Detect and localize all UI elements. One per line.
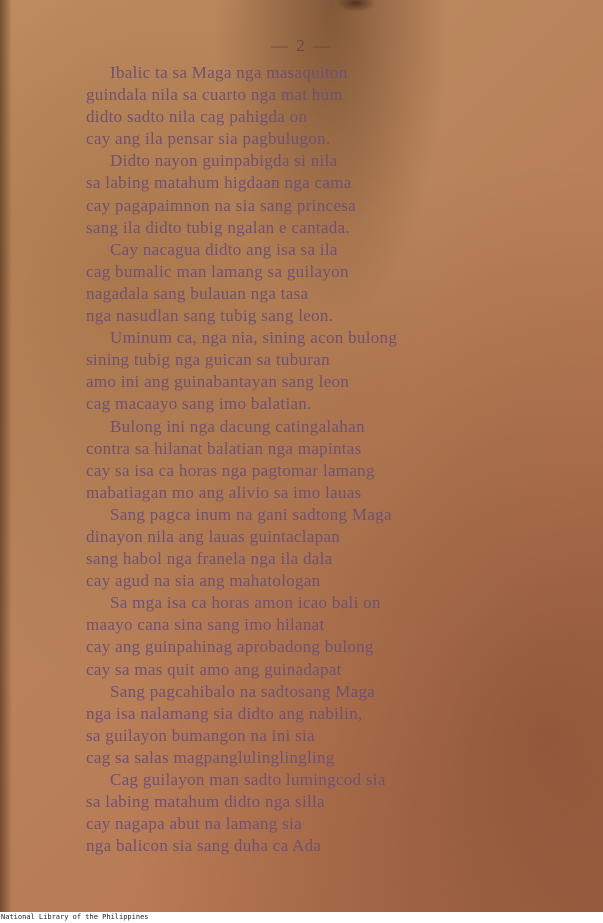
text-line: cay sa isa ca horas nga pagtomar lamang	[86, 460, 375, 480]
text-line: Cay nacagua didto ang isa sa ila	[110, 239, 338, 259]
text-line: sining tubig nga guican sa tuburan	[86, 350, 330, 370]
text-line: Sang pagcahibalo na sadtosang Maga	[110, 681, 376, 701]
text-line: mabatiagan mo ang alivio sa imo lauas	[86, 482, 362, 502]
library-credit: National Library of the Philippines	[0, 912, 603, 923]
text-line: cay agud na sia ang mahatologan	[86, 571, 321, 591]
text-line: contra sa hilanat balatian nga mapintas	[86, 438, 362, 458]
text-line: cag sa salas magpanglulinglingling	[86, 747, 335, 767]
text-line: Sang pagca inum na gani sadtong Maga	[110, 504, 392, 524]
text-line: sa guilayon bumangon na ini sia	[86, 725, 315, 745]
text-line: nagadala sang bulauan nga tasa	[86, 283, 309, 303]
text-line: Ibalic ta sa Maga nga masaquiton	[110, 63, 348, 82]
text-line: Bulong ini nga dacung catingalahan	[110, 416, 365, 436]
text-line: guindala nila sa cuarto nga mat hum	[86, 85, 343, 105]
text-line: cag bumalic man lamang sa guilayon	[86, 261, 349, 281]
text-line: Cag guilayon man sadto lumingcod sia	[110, 770, 386, 789]
text-line: sa labing matahum higdaan nga cama	[86, 173, 352, 193]
text-line: cay ang guinpahinag aprobadong bulong	[86, 637, 374, 657]
text-line: Didto nayon guinpabigda si nila	[110, 151, 338, 171]
text-line: nga balicon sia sang duha ca Ada	[86, 836, 322, 856]
page-number: — 2 —	[271, 36, 332, 55]
text-line: sa labing matahum didto nga silla	[86, 792, 325, 812]
text-line: nga nasudlan sang tubig sang leon.	[86, 306, 334, 326]
text-line: cay nagapa abut na lamang sia	[86, 814, 302, 834]
text-line: sang ila didto tubig ngalan e cantada.	[86, 217, 350, 237]
poem-text	[86, 62, 506, 857]
text-line: nga isa nalamang sia didto ang nabilin,	[86, 703, 363, 723]
text-line: amo ini ang guinabantayan sang leon	[86, 372, 350, 392]
text-line: Sa mga isa ca horas amon icao bali on	[110, 593, 381, 613]
text-line: sang habol nga franela nga ila dala	[86, 549, 333, 569]
ink-stain	[336, 0, 376, 12]
text-line: Uminum ca, nga nia, sining acon bulong	[110, 328, 398, 348]
text-line: didto sadto nila cag pahigda on	[86, 107, 308, 127]
text-line: dinayon nila ang lauas guintaclapan	[86, 526, 341, 546]
text-line: cag macaayo sang imo balatian.	[86, 394, 312, 414]
text-line: cay ang ila pensar sia pagbulugon.	[86, 129, 331, 149]
text-line: maayo cana sina sang imo hilanat	[86, 615, 325, 635]
text-line: cay pagapaimnon na sia sang princesa	[86, 195, 356, 215]
text-line: cay sa mas quit amo ang guinadapat	[86, 659, 342, 679]
